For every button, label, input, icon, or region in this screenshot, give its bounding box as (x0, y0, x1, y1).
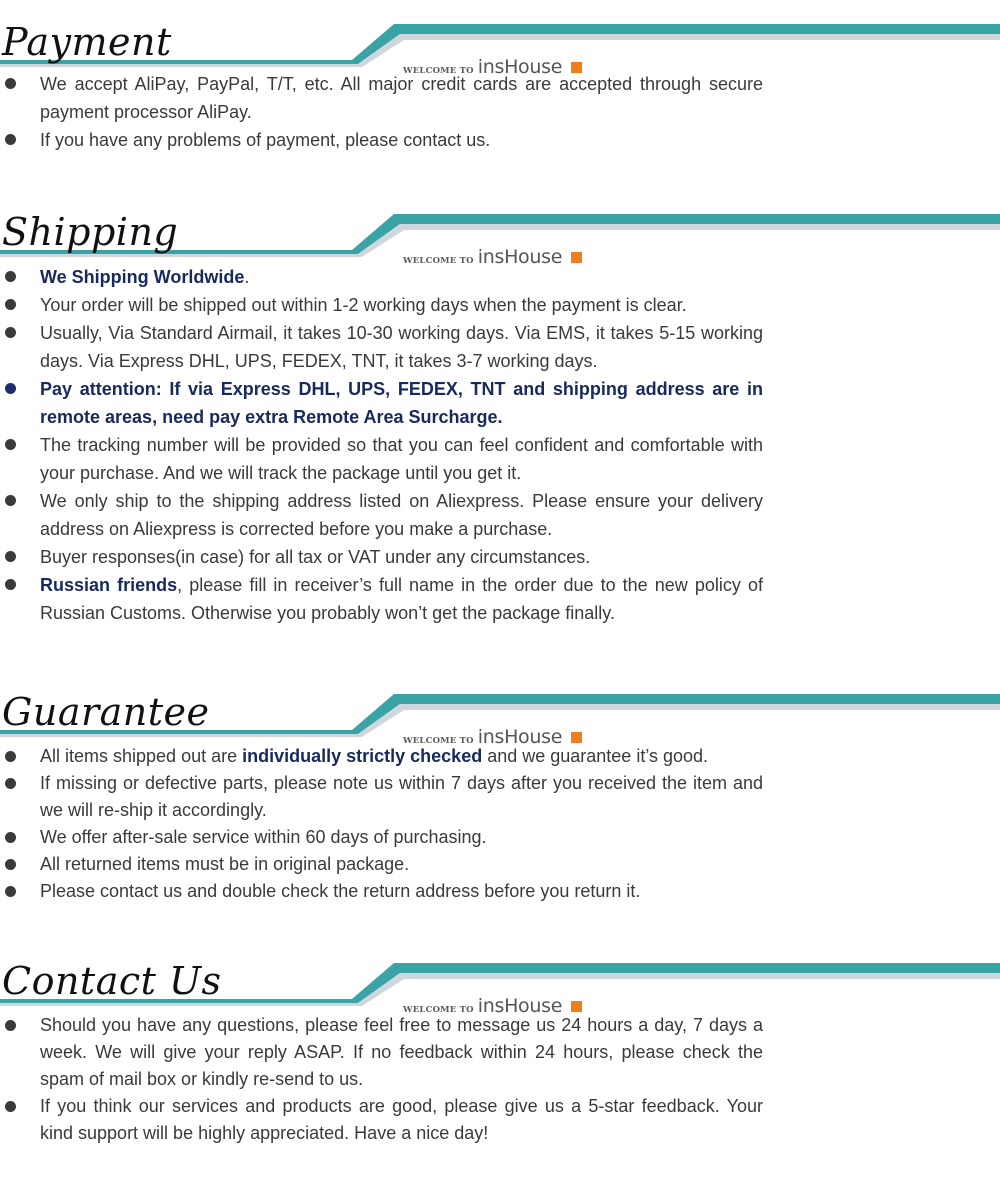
payment-list (0, 70, 800, 154)
brand-name: insHouse (477, 726, 563, 748)
list-item: Usually, Via Standard Airmail, it takes 10-30 working days. Via EMS, it takes 5-15 working days. Via Express DHL, UPS, FEDEX, TNT, it takes 3-7 working days. (0, 319, 763, 375)
bullet-icon (5, 271, 16, 282)
bullet-icon (5, 832, 16, 843)
orange-square-icon (571, 1001, 582, 1012)
orange-square-icon (571, 732, 582, 743)
bullet-icon (5, 1020, 16, 1031)
section-title: Contact Us (2, 959, 222, 1003)
list-item: Should you have any questions, please feel free to message us 24 hours a day, 7 days a week. We will give your reply ASAP. If no feedback within 24 hours, please check the spam of mail box or kindly re-send to us. (0, 1012, 763, 1093)
list-item: Please contact us and double check the return address before you return it. (0, 878, 763, 905)
list-item: Russian friends, please fill in receiver’s full name in the order due to the new policy of Russian Customs. Otherwise you probably won’t get the package finally. (0, 571, 763, 627)
bullet-icon (5, 579, 16, 590)
list-item: We offer after-sale service within 60 days of purchasing. (0, 824, 763, 851)
bullet-icon (5, 886, 16, 897)
section-title: Payment (2, 20, 172, 64)
list-item: If you think our services and products are good, please give us a 5-star feedback. Your kind support will be highly appreciated. Have a nice day! (0, 1093, 763, 1147)
list-item: If missing or defective parts, please note us within 7 days after you received the item and we will re-ship it accordingly. (0, 770, 763, 824)
bullet-icon (5, 495, 16, 506)
welcome-text: WELCOME TO (403, 256, 474, 266)
bullet-icon (5, 859, 16, 870)
brand-name: insHouse (477, 246, 563, 268)
list-item: We only ship to the shipping address listed on Aliexpress. Please ensure your delivery address on Aliexpress is corrected before you make a purchase. (0, 487, 763, 543)
bullet-icon (5, 383, 16, 394)
bullet-icon (5, 751, 16, 762)
welcome-text: WELCOME TO (403, 1005, 474, 1015)
bullet-icon (5, 327, 16, 338)
list-item: If you have any problems of payment, please contact us. (0, 126, 763, 154)
list-item: We Shipping Worldwide. (0, 263, 763, 291)
bullet-icon (5, 134, 16, 145)
bullet-icon (5, 778, 16, 789)
list-item: Pay attention: If via Express DHL, UPS, FEDEX, TNT and shipping address are in remote areas, need pay extra Remote Area Surcharge. (0, 375, 763, 431)
bullet-icon (5, 439, 16, 450)
list-item: The tracking number will be provided so that you can feel confident and comfortable with your purchase. And we will track the package until you get it. (0, 431, 763, 487)
list-item: All returned items must be in original package. (0, 851, 763, 878)
welcome-text: WELCOME TO (403, 736, 474, 746)
guarantee-list (0, 743, 800, 905)
bullet-icon (5, 1101, 16, 1112)
brand-name: insHouse (477, 56, 563, 78)
section-title: Shipping (2, 210, 179, 254)
shipping-list (0, 263, 800, 627)
orange-square-icon (571, 252, 582, 263)
bullet-icon (5, 299, 16, 310)
bullet-icon (5, 78, 16, 89)
list-item: Your order will be shipped out within 1-2 working days when the payment is clear. (0, 291, 763, 319)
list-item: All items shipped out are individually strictly checked and we guarantee it’s good. (0, 743, 763, 770)
welcome-text: WELCOME TO (403, 66, 474, 76)
section-title: Guarantee (2, 690, 210, 734)
list-item: Buyer responses(in case) for all tax or VAT under any circumstances. (0, 543, 763, 571)
bullet-icon (5, 551, 16, 562)
list-item: We accept AliPay, PayPal, T/T, etc. All major credit cards are accepted through secure payment processor AliPay. (0, 70, 763, 126)
contact-list (0, 1012, 800, 1147)
brand-name: insHouse (477, 995, 563, 1017)
